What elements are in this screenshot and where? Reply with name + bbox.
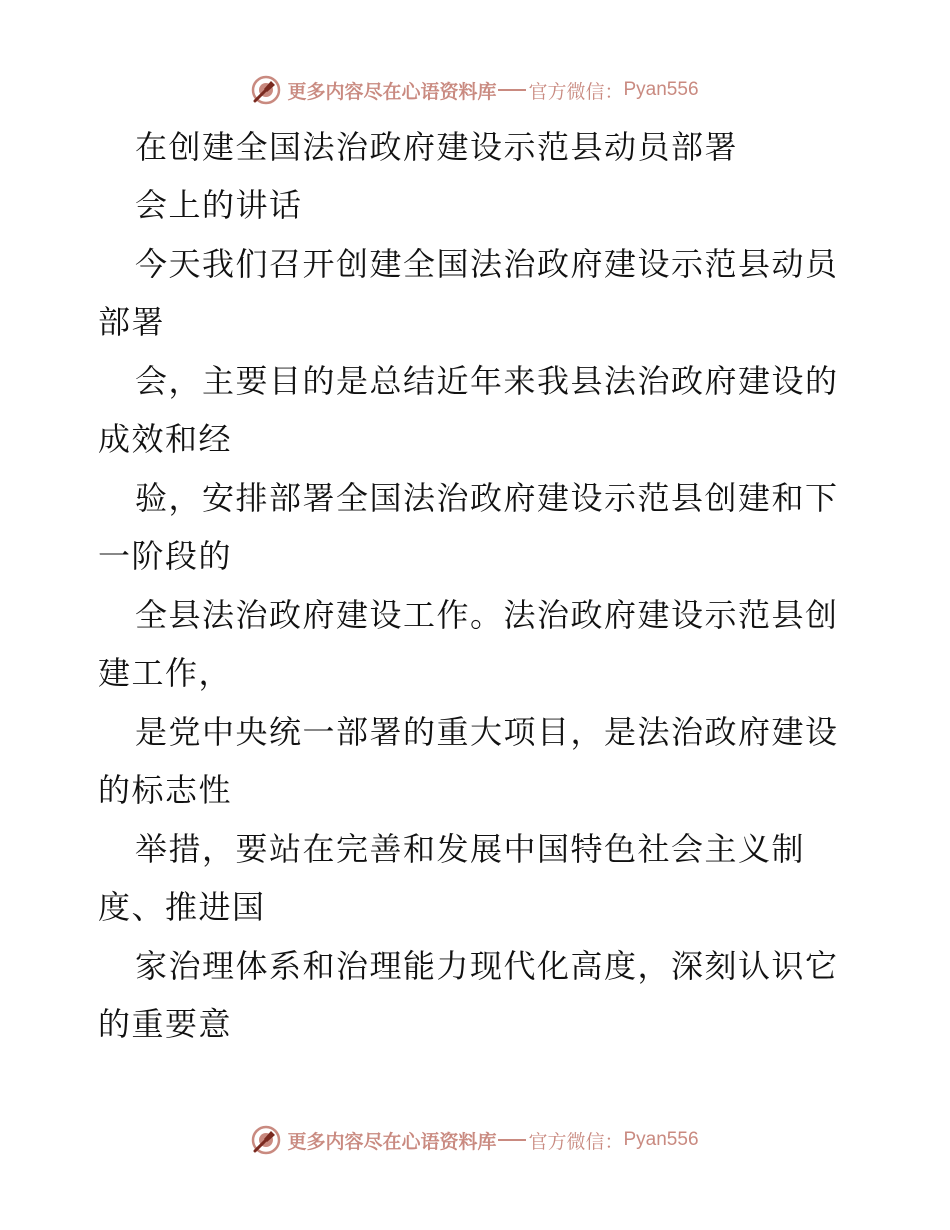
- text-line: 的重要意: [98, 1005, 233, 1043]
- text-line: 的标志性: [98, 771, 233, 809]
- banner-wechat-label: 官方微信：: [528, 1130, 624, 1153]
- pen-seal-logo-icon: [251, 1125, 281, 1155]
- text-line: 部署: [98, 303, 166, 341]
- banner-account: Pyan556: [623, 1129, 699, 1150]
- text-line: 今天我们召开创建全国法治政府建设示范县动员: [135, 245, 839, 283]
- banner-dash: [498, 1139, 526, 1141]
- text-line: 一阶段的: [98, 537, 233, 575]
- text-line: 家治理体系和治理能力现代化高度，深刻认识它: [135, 947, 839, 985]
- text-line: 举措，要站在完善和发展中国特色社会主义制: [135, 830, 806, 868]
- text-line: 成效和经: [98, 420, 233, 458]
- banner-wechat-label: 官方微信：: [528, 80, 624, 103]
- text-line: 是党中央统一部署的重大项目，是法治政府建设: [135, 713, 839, 751]
- banner-account: Pyan556: [623, 79, 699, 100]
- banner-site-text: 更多内容尽在心语资料库: [287, 1130, 497, 1153]
- title-line-2: 会上的讲话: [135, 186, 303, 224]
- header-banner: [0, 70, 950, 110]
- text-line: 度、推进国: [98, 888, 266, 926]
- title-line-1: 在创建全国法治政府建设示范县动员部署: [135, 128, 739, 166]
- footer-banner: [0, 1120, 950, 1160]
- text-line: 全县法治政府建设工作。法治政府建设示范县创: [135, 596, 839, 634]
- pen-seal-logo-icon: [251, 75, 281, 105]
- banner-dash: [498, 89, 526, 91]
- banner-site-text: 更多内容尽在心语资料库: [287, 80, 497, 103]
- text-line: 验，安排部署全国法治政府建设示范县创建和下: [135, 479, 839, 517]
- text-line: 会，主要目的是总结近年来我县法治政府建设的: [135, 362, 839, 400]
- text-line: 建工作，: [98, 654, 233, 692]
